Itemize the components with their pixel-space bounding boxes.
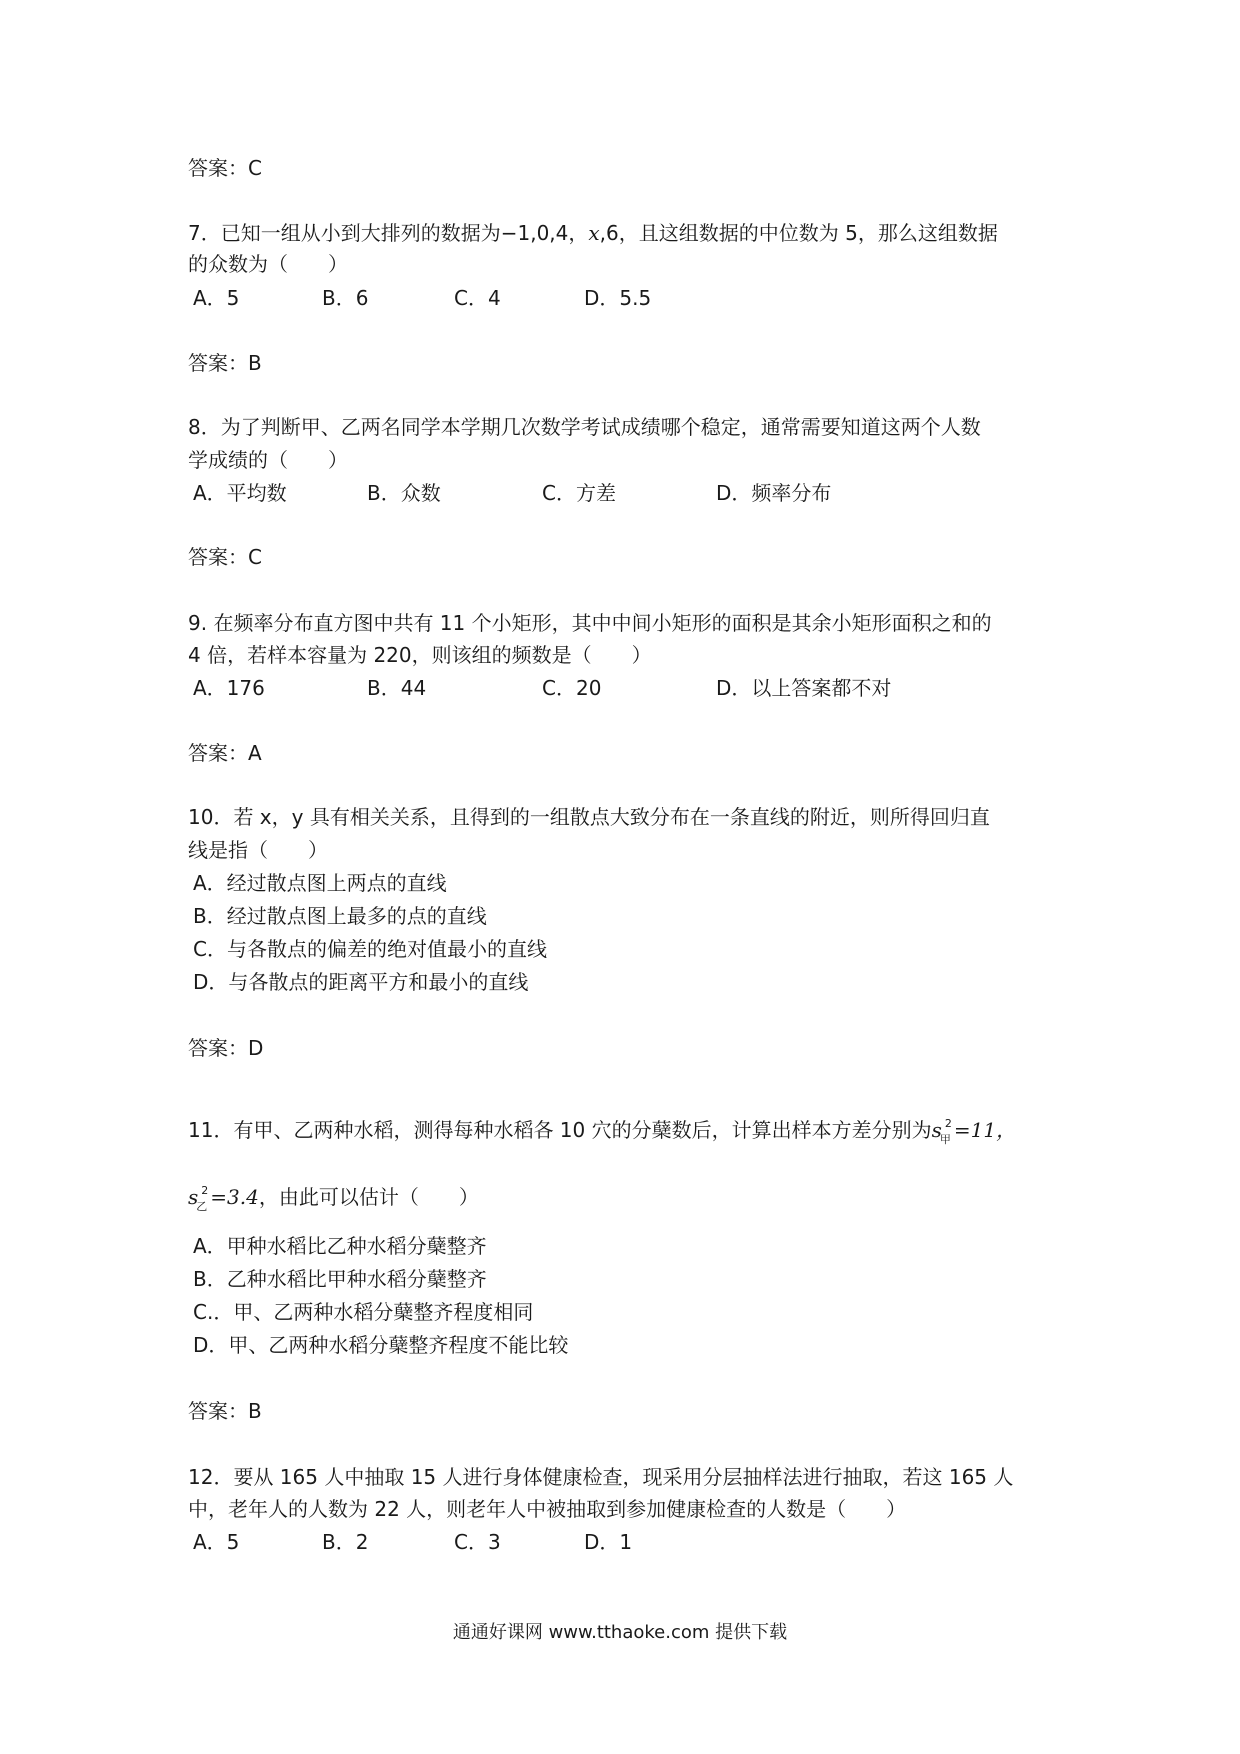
- question-7-stem-line-1: 7．已知一组从小到大排列的数据为−1,0,4，x,6，且这组数据的中位数为 5，那么这组数据: [188, 221, 998, 245]
- question-10-stem-line-1: 10．若 x，y 具有相关关系，且得到的一组散点大致分布在一条直线的附近，则所得回归直: [188, 805, 990, 829]
- answer-q7: 答案：B: [188, 351, 262, 375]
- question-7-option-c: C．4: [454, 286, 501, 310]
- page-footer: 通通好课网 www.tthaoke.com 提供下载: [452, 1622, 788, 1643]
- answer-q6: 答案：C: [188, 156, 262, 180]
- question-7-stem-line-2: 的众数为（ ）: [188, 252, 348, 276]
- answer-q8: 答案：C: [188, 545, 262, 569]
- answer-q10: 答案：D: [188, 1036, 264, 1060]
- question-11-option-d: D．甲、乙两种水稻分蘖整齐程度不能比较: [193, 1333, 569, 1357]
- question-8-option-a: A．平均数: [193, 481, 287, 505]
- question-10-option-d: D．与各散点的距离平方和最小的直线: [193, 970, 529, 994]
- question-11-option-a: A．甲种水稻比乙种水稻分蘖整齐: [193, 1234, 487, 1258]
- question-7-option-a: A．5: [193, 286, 240, 310]
- question-8-option-c: C．方差: [542, 481, 616, 505]
- answer-q11: 答案：B: [188, 1399, 262, 1423]
- question-8-option-d: D．频率分布: [716, 481, 832, 505]
- question-12-option-d: D．1: [584, 1530, 633, 1554]
- question-11-option-c: C.．甲、乙两种水稻分蘖整齐程度相同: [193, 1300, 534, 1324]
- question-9-option-c: C．20: [542, 676, 602, 700]
- question-12-stem-line-2: 中，老年人的人数为 22 人，则老年人中被抽取到参加健康检查的人数是（ ）: [188, 1497, 907, 1521]
- question-12-stem-line-1: 12．要从 165 人中抽取 15 人进行身体健康检查，现采用分层抽样法进行抽取，若这 165 人: [188, 1465, 1014, 1489]
- question-12-option-c: C．3: [454, 1530, 501, 1554]
- question-12-option-b: B．2: [322, 1530, 369, 1554]
- question-7-option-d: D．5.5: [584, 286, 652, 310]
- question-11-stem-line-2: $s_乙^2 =3.4$，由此可以估计（ ）: [188, 1184, 479, 1213]
- question-9-stem-line-1: 9. 在频率分布直方图中共有 11 个小矩形，其中中间小矩形的面积是其余小矩形面积之和的: [188, 611, 992, 635]
- question-8-stem-line-1: 8．为了判断甲、乙两名同学本学期几次数学考试成绩哪个稳定，通常需要知道这两个人数: [188, 415, 981, 439]
- question-10-option-c: C．与各散点的偏差的绝对值最小的直线: [193, 937, 547, 961]
- question-8-stem-line-2: 学成绩的（ ）: [188, 448, 348, 472]
- question-10-option-b: B．经过散点图上最多的点的直线: [193, 904, 487, 928]
- question-11-stem-line-1: 11．有甲、乙两种水稻，测得每种水稻各 10 穴的分蘖数后，计算出样本方差分别为$s_甲^2 =11$，: [188, 1117, 1017, 1146]
- question-10-option-a: A．经过散点图上两点的直线: [193, 871, 447, 895]
- question-9-option-b: B．44: [367, 676, 427, 700]
- question-7-option-b: B．6: [322, 286, 369, 310]
- question-12-option-a: A．5: [193, 1530, 240, 1554]
- answer-q9: 答案：A: [188, 741, 262, 765]
- question-9-stem-line-2: 4 倍，若样本容量为 220，则该组的频数是（ ）: [188, 643, 652, 667]
- question-10-stem-line-2: 线是指（ ）: [188, 838, 328, 862]
- question-9-option-d: D．以上答案都不对: [716, 676, 892, 700]
- question-8-option-b: B．众数: [367, 481, 441, 505]
- question-11-option-b: B．乙种水稻比甲种水稻分蘖整齐: [193, 1267, 487, 1291]
- question-9-option-a: A．176: [193, 676, 265, 700]
